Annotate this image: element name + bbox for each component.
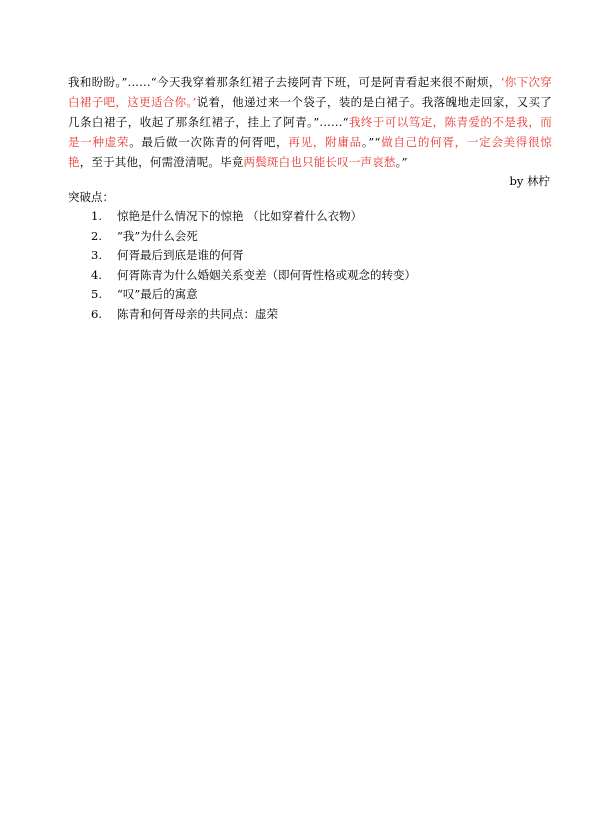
item-number: 6. bbox=[91, 306, 102, 321]
item-number: 1. bbox=[91, 209, 102, 223]
paragraph-segment: ，至于其他，何需澄清呢。毕竟 bbox=[79, 155, 244, 169]
breakthrough-list bbox=[0, 207, 616, 324]
story-excerpt-paragraph bbox=[68, 72, 552, 172]
paragraph-segment: 。最后做一次陈青的何胥吧， bbox=[129, 135, 289, 149]
breakthrough-item bbox=[0, 227, 616, 247]
item-number: 3. bbox=[91, 248, 102, 262]
breakthrough-item bbox=[0, 266, 616, 286]
item-number: 2. bbox=[91, 228, 102, 243]
author-signature: by 林柠 bbox=[509, 174, 550, 188]
breakthrough-item bbox=[0, 246, 616, 266]
highlighted-quote: 再见，附庸品 bbox=[288, 135, 362, 149]
item-text: 何胥陈青为什么婚姻关系变差（即何胥性格或观念的转变） bbox=[117, 267, 416, 282]
item-text: 惊艳是什么情况下的惊艳 （比如穿着什么衣物） bbox=[117, 209, 363, 223]
paragraph-segment: 说着，他递过来一个袋子，装的是白裙子。我落魄地走回家，又买了几条白裙子，收起了那条红裙子，挂上了阿青。”......“ bbox=[68, 95, 552, 129]
breakthrough-heading: 突破点： bbox=[68, 190, 114, 204]
breakthrough-item bbox=[0, 285, 616, 305]
breakthrough-item bbox=[0, 305, 616, 325]
item-text: “叹”最后的寓意 bbox=[117, 287, 198, 301]
highlighted-quote: 做自己的何胥，一定会美得很惊艳 bbox=[68, 135, 552, 169]
highlighted-quote: 我终于可以笃定，陈青爱的不是我，而是一种虚荣 bbox=[68, 115, 552, 149]
item-number: 4. bbox=[91, 267, 102, 282]
item-text: 何胥最后到底是谁的何胥 bbox=[117, 248, 244, 262]
paragraph-segment: 我和盼盼。”......“今天我穿着那条红裙子去接阿青下班，可是阿青看起来很不耐烦， bbox=[68, 75, 501, 89]
breakthrough-item bbox=[0, 207, 616, 227]
item-text: 陈青和何胥母亲的共同点：虚荣 bbox=[117, 306, 278, 321]
highlighted-quote: ‘你下次穿白裙子吧，这更适合你。’ bbox=[68, 75, 553, 109]
item-number: 5. bbox=[91, 287, 102, 301]
item-text: “我”为什么会死 bbox=[117, 228, 198, 243]
highlighted-quote: 两鬓斑白也只能长叹一声哀愁 bbox=[243, 155, 396, 169]
paragraph-segment: 。”“ bbox=[361, 135, 381, 149]
paragraph-segment: 。” bbox=[395, 155, 408, 169]
